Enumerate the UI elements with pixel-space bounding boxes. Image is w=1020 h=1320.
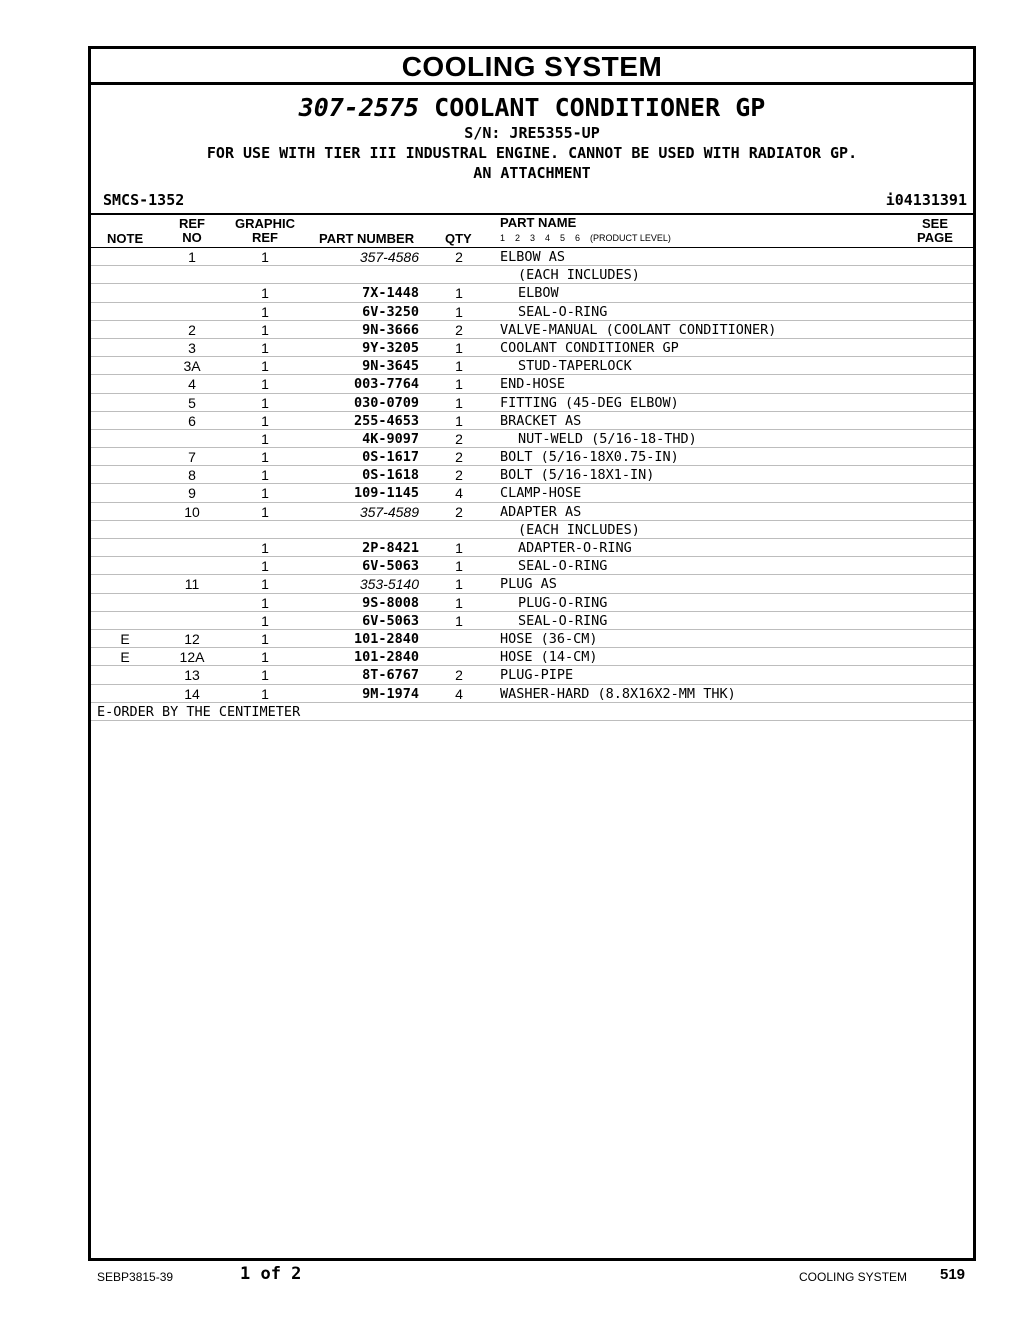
cell-graphic-ref: 1	[261, 339, 269, 356]
footer-page-of: 1 of 2	[240, 1264, 302, 1284]
cell-qty: 1	[455, 358, 463, 375]
cell-part-name: SEAL-O-RING	[518, 303, 608, 320]
cell-qty: 2	[455, 503, 463, 520]
cell-graphic-ref: 1	[261, 667, 269, 684]
cell-ref-no: 2	[188, 321, 196, 338]
cell-part-number: 9N-3666	[362, 321, 419, 338]
table-row	[91, 466, 973, 484]
cell-qty: 1	[455, 540, 463, 556]
table-row	[91, 612, 973, 630]
cell-ref-no: 10	[184, 503, 200, 520]
cell-note: E	[120, 649, 130, 666]
col-part-number: PART NUMBER	[319, 231, 415, 246]
cell-part-number: 9M-1974	[362, 685, 419, 702]
cell-part-number: 101-2840	[353, 649, 419, 666]
cell-part-name: VALVE-MANUAL (COOLANT CONDITIONER)	[500, 321, 777, 338]
cell-graphic-ref: 1	[261, 612, 269, 629]
attachment-label: AN ATTACHMENT	[473, 164, 591, 182]
cell-graphic-ref: 1	[261, 249, 269, 265]
cell-graphic-ref: 1	[261, 358, 269, 375]
cell-ref-no: 11	[184, 576, 200, 593]
cell-ref-no: 3A	[183, 358, 201, 375]
cell-graphic-ref: 1	[261, 485, 269, 502]
cell-ref-no: 8	[188, 467, 196, 484]
table-row	[91, 648, 973, 666]
cell-graphic-ref: 1	[261, 321, 269, 338]
table-row	[91, 557, 973, 575]
cell-graphic-ref: 1	[261, 594, 269, 611]
cell-ref-no: 1	[188, 249, 196, 265]
col-graphic-ref-line2: REF	[252, 230, 278, 245]
group-title	[91, 93, 973, 123]
cell-graphic-ref: 1	[261, 412, 269, 429]
cell-part-number: 9N-3645	[362, 358, 419, 375]
table-row	[91, 357, 973, 375]
cell-part-name: BOLT (5/16-18X0.75-IN)	[500, 449, 679, 466]
cell-part-number: 003-7764	[353, 376, 419, 393]
col-part-name: PART NAME	[500, 215, 577, 230]
cell-part-name: PLUG-PIPE	[500, 667, 574, 684]
col-ref-no-line1: REF	[179, 216, 205, 231]
cell-part-name: HOSE (14-CM)	[500, 649, 598, 666]
table-row	[91, 248, 973, 266]
cell-qty: 2	[455, 667, 463, 684]
cell-ref-no: 13	[184, 667, 200, 684]
table-row	[91, 375, 973, 393]
table-row	[91, 594, 973, 612]
cell-part-name: BRACKET AS	[500, 412, 582, 429]
cell-qty: 2	[455, 430, 463, 447]
col-note: NOTE	[107, 231, 144, 246]
cell-graphic-ref: 1	[261, 540, 269, 556]
cell-part-number: 7X-1448	[362, 285, 419, 302]
cell-graphic-ref: 1	[261, 394, 269, 411]
footer-page-number: 519	[940, 1266, 966, 1283]
cell-part-number: 357-4586	[359, 249, 419, 265]
cell-part-number: 255-4653	[353, 412, 419, 429]
col-qty: QTY	[445, 231, 472, 246]
cell-part-name: ADAPTER AS	[500, 503, 582, 520]
col-see-page	[915, 217, 955, 245]
table-row	[91, 394, 973, 412]
cell-ref-no: 14	[184, 685, 200, 702]
col-ref-no-line2: NO	[182, 230, 202, 245]
col-see-page-line1: SEE	[921, 216, 948, 231]
group-name: COOLANT CONDITIONER GP	[434, 93, 766, 122]
cell-qty: 1	[455, 285, 463, 302]
table-row	[91, 575, 973, 593]
cell-graphic-ref: 1	[261, 685, 269, 702]
table-row	[91, 448, 973, 466]
cell-part-name: COOLANT CONDITIONER GP	[500, 339, 679, 356]
cell-part-name: HOSE (36-CM)	[500, 630, 598, 647]
cell-part-name: WASHER-HARD (8.8X16X2-MM THK)	[500, 685, 736, 702]
cell-part-number: 8T-6767	[362, 667, 419, 684]
cell-part-name: PLUG-O-RING	[518, 594, 608, 611]
column-header	[91, 215, 973, 248]
cell-part-name: SEAL-O-RING	[518, 612, 608, 629]
table-row	[91, 685, 973, 703]
cell-qty: 2	[455, 249, 463, 265]
footnote-row	[91, 703, 973, 721]
cell-ref-no: 9	[188, 485, 196, 502]
cell-qty: 4	[455, 485, 463, 502]
cell-graphic-ref: 1	[261, 558, 269, 575]
cell-part-name: ELBOW	[518, 285, 559, 302]
cell-graphic-ref: 1	[261, 430, 269, 447]
cell-note: E	[120, 630, 130, 647]
cell-qty: 1	[455, 394, 463, 411]
cell-part-number: 2P-8421	[362, 540, 419, 556]
cell-part-name: PLUG AS	[500, 576, 557, 593]
table-row	[91, 339, 973, 357]
cell-part-number: 6V-3250	[362, 303, 419, 320]
cell-qty: 1	[455, 412, 463, 429]
cell-qty: 4	[455, 685, 463, 702]
table-row	[91, 630, 973, 648]
table-row	[91, 539, 973, 557]
table-row	[91, 430, 973, 448]
cell-ref-no: 12A	[179, 649, 205, 666]
cell-part-number: 4K-9097	[362, 430, 419, 447]
cell-part-number: 353-5140	[359, 576, 419, 593]
cell-graphic-ref: 1	[261, 303, 269, 320]
cell-qty: 2	[455, 321, 463, 338]
col-ref-no	[169, 217, 215, 245]
cell-part-name: END-HOSE	[500, 376, 566, 393]
cell-qty: 1	[455, 339, 463, 356]
cell-ref-no: 7	[188, 449, 196, 466]
footnote: E-ORDER BY THE CENTIMETER	[97, 703, 301, 720]
cell-qty: 1	[455, 576, 463, 593]
cell-graphic-ref: 1	[261, 467, 269, 484]
cell-ref-no: 3	[188, 339, 196, 356]
cell-part-name: ELBOW AS	[500, 249, 566, 265]
cell-part-name: (EACH INCLUDES)	[518, 267, 640, 284]
cell-part-number: 030-0709	[353, 394, 419, 411]
smcs-code: SMCS-1352	[103, 191, 185, 209]
table-row	[91, 412, 973, 430]
table-row	[91, 521, 973, 539]
cell-graphic-ref: 1	[261, 576, 269, 593]
table-row	[91, 303, 973, 321]
cell-qty: 1	[455, 376, 463, 393]
cell-qty: 1	[455, 594, 463, 611]
cell-qty: 2	[455, 449, 463, 466]
cell-part-number: 101-2840	[353, 630, 419, 647]
cell-qty: 2	[455, 467, 463, 484]
group-part-number: 307-2575	[298, 93, 420, 122]
col-graphic-ref-line1: GRAPHIC	[235, 216, 295, 231]
usage-note: FOR USE WITH TIER III INDUSTRAL ENGINE. CANNOT BE USED WITH RADIATOR GP.	[206, 144, 858, 162]
section-title: COOLING SYSTEM	[91, 49, 973, 85]
cell-graphic-ref: 1	[261, 630, 269, 647]
table-row	[91, 321, 973, 339]
parts-table	[91, 248, 973, 703]
cell-part-number: 9Y-3205	[362, 339, 419, 356]
footer-doc-id: SEBP3815-39	[97, 1270, 174, 1284]
cell-part-name: FITTING (45-DEG ELBOW)	[500, 394, 679, 411]
cell-part-name: CLAMP-HOSE	[500, 485, 582, 502]
cell-graphic-ref: 1	[261, 449, 269, 466]
serial-number: S/N: JRE5355-UP	[464, 124, 600, 142]
smcs-row	[91, 191, 973, 215]
cell-part-name: NUT-WELD (5/16-18-THD)	[518, 430, 697, 447]
col-product-levels: 1 2 3 4 5 6 (PRODUCT LEVEL)	[500, 233, 671, 243]
cell-ref-no: 6	[188, 412, 196, 429]
cell-part-name: SEAL-O-RING	[518, 558, 608, 575]
col-graphic-ref	[233, 217, 297, 245]
cell-ref-no: 5	[188, 394, 196, 411]
illustration-id: i04131391	[885, 191, 967, 209]
table-row	[91, 484, 973, 502]
cell-graphic-ref: 1	[261, 503, 269, 520]
cell-part-number: 109-1145	[353, 485, 419, 502]
parts-page-frame	[88, 46, 976, 1261]
cell-part-number: 0S-1618	[362, 467, 419, 484]
cell-part-number: 0S-1617	[362, 449, 419, 466]
cell-part-name: STUD-TAPERLOCK	[518, 358, 632, 375]
page-footer	[0, 1264, 1020, 1288]
table-row	[91, 284, 973, 302]
cell-part-name: (EACH INCLUDES)	[518, 521, 640, 538]
table-row	[91, 266, 973, 284]
table-row	[91, 666, 973, 684]
cell-qty: 1	[455, 558, 463, 575]
cell-part-name: ADAPTER-O-RING	[518, 540, 632, 556]
cell-graphic-ref: 1	[261, 376, 269, 393]
cell-part-number: 357-4589	[359, 503, 419, 520]
cell-graphic-ref: 1	[261, 285, 269, 302]
cell-graphic-ref: 1	[261, 649, 269, 666]
cell-ref-no: 12	[184, 630, 200, 647]
cell-part-name: BOLT (5/16-18X1-IN)	[500, 467, 655, 484]
cell-part-number: 6V-5063	[362, 558, 419, 575]
col-see-page-line2: PAGE	[917, 230, 953, 245]
cell-part-number: 9S-8008	[362, 594, 419, 611]
cell-qty: 1	[455, 612, 463, 629]
cell-qty: 1	[455, 303, 463, 320]
footer-section: COOLING SYSTEM	[799, 1270, 908, 1284]
cell-ref-no: 4	[188, 376, 196, 393]
table-row	[91, 503, 973, 521]
cell-part-number: 6V-5063	[362, 612, 419, 629]
